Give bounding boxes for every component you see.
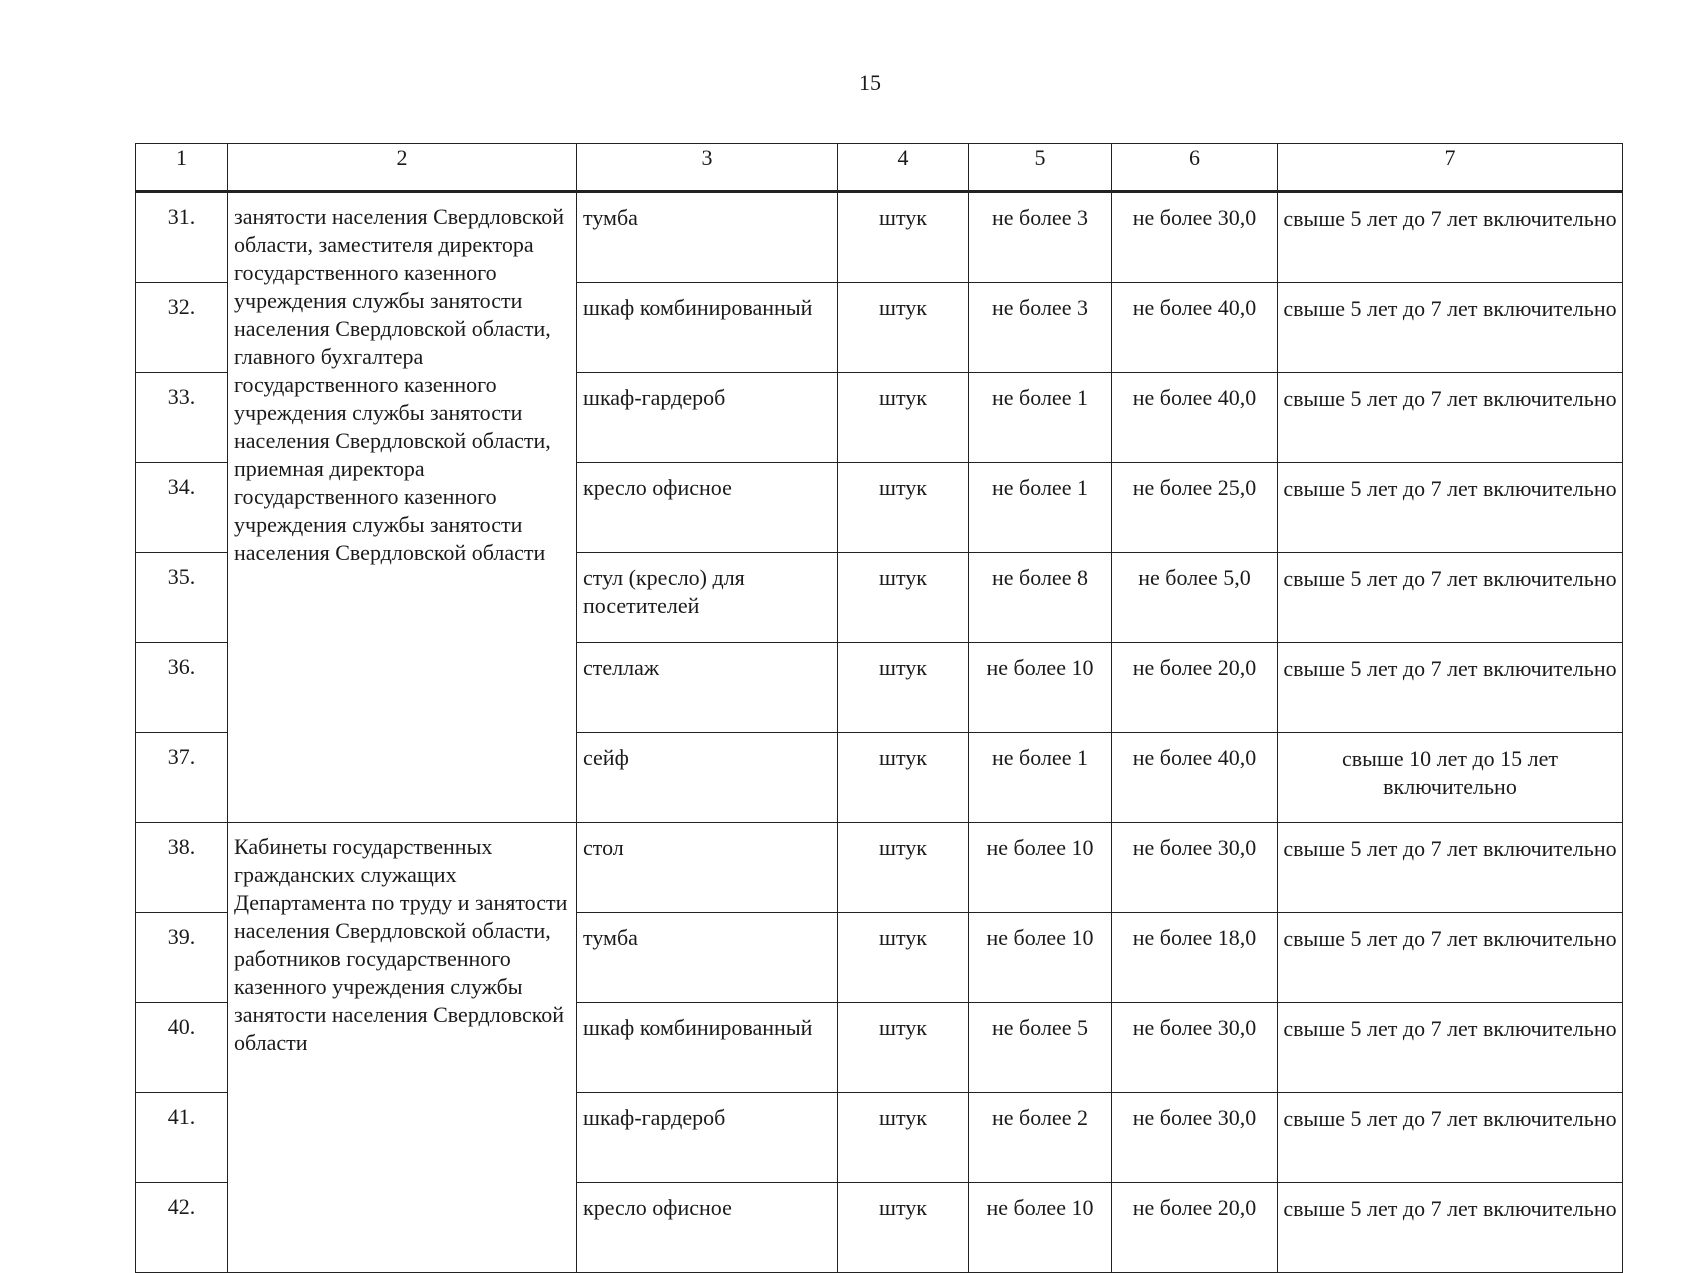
term-cell: свыше 5 лет до 7 лет включительно bbox=[1278, 373, 1623, 463]
unit-cell: штук bbox=[838, 192, 969, 283]
term-cell: свыше 5 лет до 7 лет включительно bbox=[1278, 463, 1623, 553]
term-cell: свыше 5 лет до 7 лет включительно bbox=[1278, 553, 1623, 643]
term-cell: свыше 5 лет до 7 лет включительно bbox=[1278, 283, 1623, 373]
page-number: 15 bbox=[859, 70, 881, 95]
unit-cell: штук bbox=[838, 913, 969, 1003]
item-name: шкаф комбинированный bbox=[577, 1003, 838, 1093]
term-cell: свыше 5 лет до 7 лет включительно bbox=[1278, 913, 1623, 1003]
row-number: 34. bbox=[136, 463, 228, 553]
unit-cell: штук bbox=[838, 283, 969, 373]
item-name: шкаф-гардероб bbox=[577, 373, 838, 463]
term-cell: свыше 5 лет до 7 лет включительно bbox=[1278, 1093, 1623, 1183]
item-name: стол bbox=[577, 823, 838, 913]
quantity-cell: не более 10 bbox=[969, 823, 1112, 913]
term-cell: свыше 10 лет до 15 лет включительно bbox=[1278, 733, 1623, 823]
row-number: 37. bbox=[136, 733, 228, 823]
price-cell: не более 30,0 bbox=[1112, 1003, 1278, 1093]
column-header: 5 bbox=[969, 144, 1112, 192]
term-cell: свыше 5 лет до 7 лет включительно bbox=[1278, 643, 1623, 733]
row-number: 35. bbox=[136, 553, 228, 643]
column-header: 4 bbox=[838, 144, 969, 192]
term-cell: свыше 5 лет до 7 лет включительно bbox=[1278, 1183, 1623, 1273]
column-header: 2 bbox=[228, 144, 577, 192]
price-cell: не более 20,0 bbox=[1112, 643, 1278, 733]
quantity-cell: не более 1 bbox=[969, 733, 1112, 823]
item-name: шкаф-гардероб bbox=[577, 1093, 838, 1183]
price-cell: не более 30,0 bbox=[1112, 1093, 1278, 1183]
item-name: кресло офисное bbox=[577, 1183, 838, 1273]
item-name: стеллаж bbox=[577, 643, 838, 733]
quantity-cell: не более 8 bbox=[969, 553, 1112, 643]
row-number: 36. bbox=[136, 643, 228, 733]
table-row bbox=[136, 823, 1623, 913]
quantity-cell: не более 5 bbox=[969, 1003, 1112, 1093]
term-cell: свыше 5 лет до 7 лет включительно bbox=[1278, 1003, 1623, 1093]
quantity-cell: не более 3 bbox=[969, 192, 1112, 283]
unit-cell: штук bbox=[838, 373, 969, 463]
column-header: 1 bbox=[136, 144, 228, 192]
price-cell: не более 40,0 bbox=[1112, 373, 1278, 463]
unit-cell: штук bbox=[838, 823, 969, 913]
item-name: шкаф комбинированный bbox=[577, 283, 838, 373]
unit-cell: штук bbox=[838, 643, 969, 733]
row-number: 42. bbox=[136, 1183, 228, 1273]
column-header: 3 bbox=[577, 144, 838, 192]
unit-cell: штук bbox=[838, 1093, 969, 1183]
term-cell: свыше 5 лет до 7 лет включительно bbox=[1278, 192, 1623, 283]
quantity-cell: не более 2 bbox=[969, 1093, 1112, 1183]
column-header: 6 bbox=[1112, 144, 1278, 192]
unit-cell: штук bbox=[838, 733, 969, 823]
unit-cell: штук bbox=[838, 463, 969, 553]
item-name: тумба bbox=[577, 192, 838, 283]
unit-cell: штук bbox=[838, 1003, 969, 1093]
table-group bbox=[136, 192, 1623, 823]
price-cell: не более 18,0 bbox=[1112, 913, 1278, 1003]
unit-cell: штук bbox=[838, 553, 969, 643]
group-description: Кабинеты государственных гражданских служащих Департамента по труду и занятости населения Свердловской области, работников государственного казенного учреждения службы занятости населения Свердловской области bbox=[228, 823, 577, 1273]
price-cell: не более 40,0 bbox=[1112, 283, 1278, 373]
item-name: сейф bbox=[577, 733, 838, 823]
row-number: 33. bbox=[136, 373, 228, 463]
table-header-row bbox=[136, 144, 1623, 192]
quantity-cell: не более 1 bbox=[969, 373, 1112, 463]
quantity-cell: не более 1 bbox=[969, 463, 1112, 553]
price-cell: не более 5,0 bbox=[1112, 553, 1278, 643]
row-number: 32. bbox=[136, 283, 228, 373]
price-cell: не более 40,0 bbox=[1112, 733, 1278, 823]
row-number: 31. bbox=[136, 192, 228, 283]
price-cell: не более 20,0 bbox=[1112, 1183, 1278, 1273]
row-number: 38. bbox=[136, 823, 228, 913]
quantity-cell: не более 10 bbox=[969, 1183, 1112, 1273]
furniture-norms-table bbox=[135, 143, 1623, 1273]
item-name: стул (кресло) для посетителей bbox=[577, 553, 838, 643]
row-number: 40. bbox=[136, 1003, 228, 1093]
unit-cell: штук bbox=[838, 1183, 969, 1273]
group-description: занятости населения Свердловской области, заместителя директора государственного казенного учреждения службы занятости населения Свердловской области, главного бухгалтера государственного казенного учреждения службы занятости населения Свердловской области, приемная директора государственного казенного учреждения службы занятости населения Свердловской области bbox=[228, 192, 577, 823]
table-group bbox=[136, 823, 1623, 1273]
item-name: тумба bbox=[577, 913, 838, 1003]
price-cell: не более 30,0 bbox=[1112, 192, 1278, 283]
column-header: 7 bbox=[1278, 144, 1623, 192]
item-name: кресло офисное bbox=[577, 463, 838, 553]
price-cell: не более 30,0 bbox=[1112, 823, 1278, 913]
row-number: 39. bbox=[136, 913, 228, 1003]
quantity-cell: не более 10 bbox=[969, 913, 1112, 1003]
row-number: 41. bbox=[136, 1093, 228, 1183]
quantity-cell: не более 3 bbox=[969, 283, 1112, 373]
table-row bbox=[136, 192, 1623, 283]
quantity-cell: не более 10 bbox=[969, 643, 1112, 733]
price-cell: не более 25,0 bbox=[1112, 463, 1278, 553]
term-cell: свыше 5 лет до 7 лет включительно bbox=[1278, 823, 1623, 913]
